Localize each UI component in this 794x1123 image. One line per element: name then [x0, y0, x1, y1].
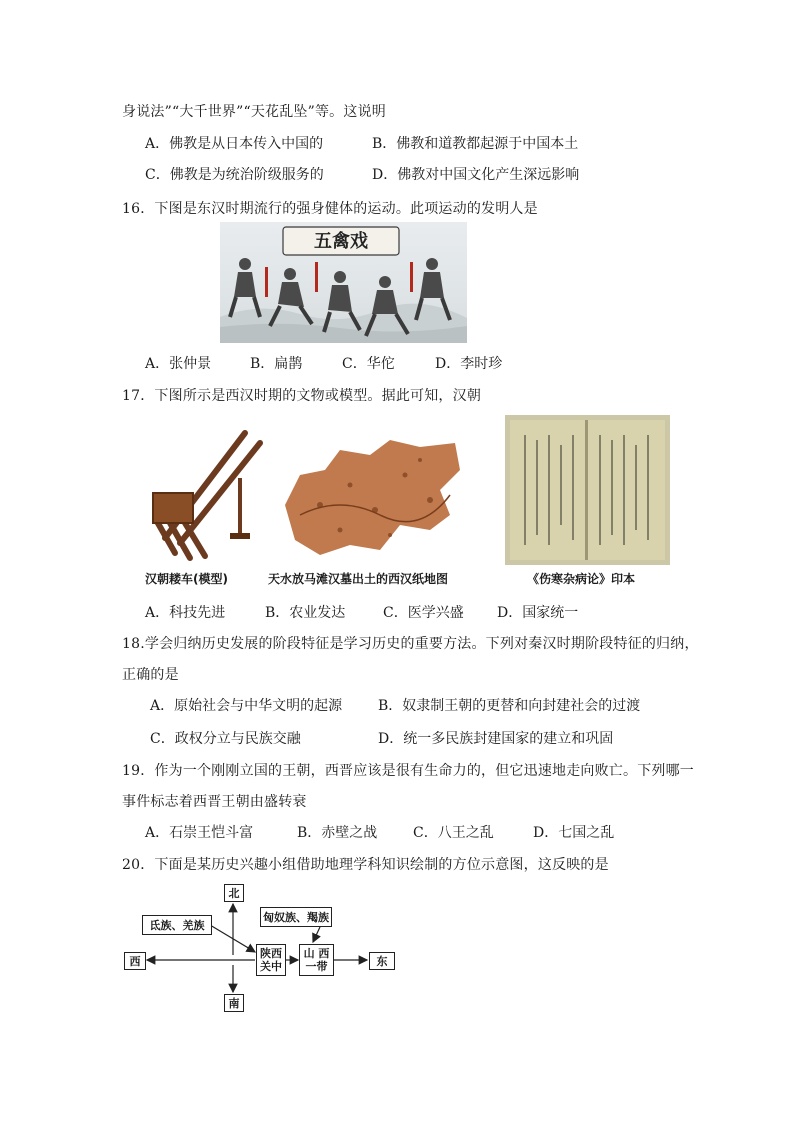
q16-stem: 16．下图是东汉时期流行的强身健体的运动。此项运动的发明人是	[122, 201, 538, 217]
direction-diagram	[115, 880, 415, 1020]
east-label: 东	[369, 952, 395, 970]
louche-model-image	[135, 418, 265, 563]
wuqinxi-image	[220, 222, 467, 343]
west-label: 西	[124, 952, 146, 970]
north-label: 北	[224, 884, 244, 902]
q15-option-c[interactable]: C．佛教是为统治阶级服务的	[145, 167, 324, 183]
q16-option-a[interactable]: A．张仲景	[145, 356, 212, 372]
q16-option-d[interactable]: D．李时珍	[435, 356, 503, 372]
q17-caption-louche: 汉朝耧车(模型)	[145, 572, 228, 586]
q15-option-b[interactable]: B．佛教和道教都起源于中国本土	[372, 136, 579, 152]
q15-stem-tail: 身说法”“大千世界”“天花乱坠”等。这说明	[122, 104, 386, 120]
book-illustration	[505, 415, 670, 565]
shanxi-region-box: 山 西一带	[299, 944, 334, 976]
q18-option-a[interactable]: A．原始社会与中华文明的起源	[150, 698, 343, 714]
wuqinxi-title: 五禽戏	[314, 231, 368, 252]
q16-option-c[interactable]: C．华佗	[342, 356, 395, 372]
q19-stem-line2: 事件标志着西晋王朝由盛转衰	[122, 794, 307, 810]
q20-stem: 20．下面是某历史兴趣小组借助地理学科知识绘制的方位示意图，这反映的是	[122, 857, 609, 873]
tribe-xiongnu-jie: 匈奴族、羯族	[260, 907, 332, 927]
q18-option-c[interactable]: C．政权分立与民族交融	[150, 731, 301, 747]
q19-option-d[interactable]: D．七国之乱	[533, 825, 615, 841]
q19-option-a[interactable]: A．石崇王恺斗富	[145, 825, 254, 841]
q17-caption-map: 天水放马滩汉墓出土的西汉纸地图	[268, 572, 449, 586]
q17-option-a[interactable]: A．科技先进	[145, 605, 226, 621]
q15-option-a[interactable]: A．佛教是从日本传入中国的	[145, 136, 324, 152]
q18-option-d[interactable]: D．统一多民族封建国家的建立和巩固	[378, 731, 614, 747]
q18-stem-line1: 18.学会归纳历史发展的阶段特征是学习历史的重要方法。下列对秦汉时期阶段特征的归纳，	[122, 636, 699, 652]
wuqinxi-illustration	[220, 222, 467, 343]
q15-option-d[interactable]: D．佛教对中国文化产生深远影响	[372, 167, 580, 183]
tribe-di-qiang: 氐族、羌族	[142, 915, 212, 935]
q17-stem: 17．下图所示是西汉时期的文物或模型。据此可知，汉朝	[122, 388, 482, 404]
shanghan-book-image	[505, 415, 670, 565]
south-label: 南	[224, 994, 244, 1012]
q17-option-c[interactable]: C．医学兴盛	[383, 605, 464, 621]
q19-option-c[interactable]: C．八王之乱	[413, 825, 494, 841]
q17-caption-book: 《伤寒杂病论》印本	[527, 572, 636, 586]
q18-option-b[interactable]: B．奴隶制王朝的更替和向封建社会的过渡	[378, 698, 641, 714]
q18-stem-line2: 正确的是	[122, 667, 179, 683]
q16-option-b[interactable]: B．扁鹊	[250, 356, 303, 372]
shaanxi-guanzhong-box: 陕西关中	[256, 944, 286, 976]
q19-stem-line1: 19．作为一个刚刚立国的王朝，西晋应该是很有生命力的，但它迅速地走向败亡。下列哪一	[122, 763, 695, 779]
q19-option-b[interactable]: B．赤壁之战	[297, 825, 378, 841]
paper-map-illustration	[280, 435, 465, 560]
q17-option-d[interactable]: D．国家统一	[497, 605, 579, 621]
q17-option-b[interactable]: B．农业发达	[265, 605, 346, 621]
louche-illustration	[135, 418, 265, 563]
paper-map-image	[280, 435, 465, 560]
